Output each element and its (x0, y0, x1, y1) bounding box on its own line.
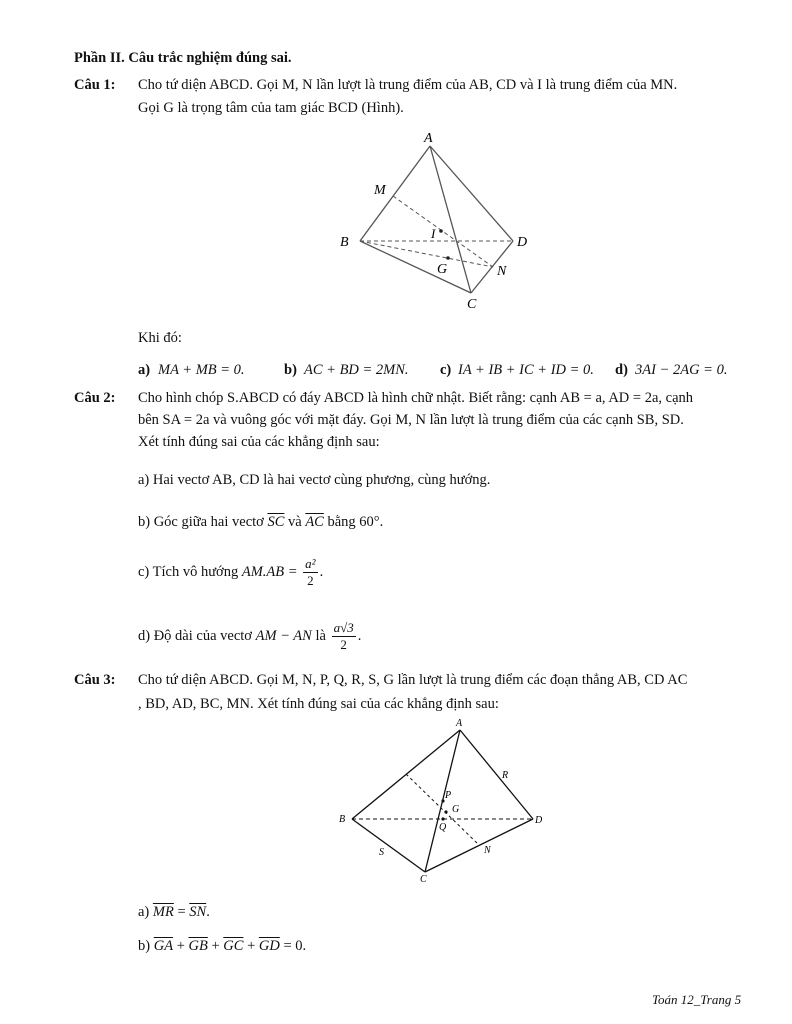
q1-option-a-text: MA + MB = 0. (158, 362, 245, 378)
point-q (441, 817, 444, 820)
q1-option-b-label: b) (284, 362, 297, 378)
q3-b-vector-ga: $\overline{GA}$ (153, 938, 174, 954)
label-d: D (535, 815, 543, 826)
q1-line1: Cho tứ diện ABCD. Gọi M, N lần lượt là trung điểm của AB, CD và I là trung điểm của MN. (138, 77, 678, 93)
label-g: G (452, 804, 460, 815)
q3-a-vector-sn: $\overline{SN}$ (189, 904, 207, 920)
q3-b-vector-gc: $\overline{GC}$ (223, 938, 244, 954)
q2-statement-c: c) Tích vô hướng AM.AB = $\frac{\text{a²}}{2}$ . (138, 556, 324, 588)
q2-d-expression: AM − AN (255, 627, 312, 644)
q3-a-equals: = (177, 904, 186, 920)
q1-khi-do: Khi đó: (138, 330, 182, 346)
q1-option-d-label: d) (615, 362, 628, 378)
q2-d-denominator: 2 (340, 637, 347, 652)
label-r: R (502, 770, 509, 781)
label-d: D (517, 235, 528, 250)
label-n: N (484, 845, 491, 856)
label-s: S (379, 847, 384, 858)
segment-bn (360, 241, 493, 267)
q2-line2: bên SA = 2a và vuông góc với mặt đáy. Gọi M, N lần lượt là trung điểm của các cạnh SB, SD. (138, 412, 684, 428)
edge-bc (352, 819, 425, 872)
label-c: C (467, 297, 477, 312)
label-c: C (420, 874, 427, 885)
edge-ad (430, 146, 513, 241)
label-i: I (431, 226, 436, 241)
q2-c-numerator: a² (305, 556, 316, 571)
q2-d-fraction (332, 620, 356, 653)
q3-b-plus-3: + (247, 938, 256, 954)
q3-tetrahedron-figure (335, 714, 560, 886)
q1-label: Câu 1: (74, 77, 116, 93)
q3-b-vector-gb: $\overline{GB}$ (188, 938, 208, 954)
q2-c-expression: AM.AB = (241, 563, 298, 580)
q1-option-a-label: a) (138, 362, 151, 378)
q3-line2: , BD, AD, BC, MN. Xét tính đúng sai của các khẳng định sau: (138, 696, 499, 712)
q3-statement-a (138, 904, 210, 921)
q2-c-denominator: 2 (307, 573, 314, 588)
q2-b-suffix: bằng 60°. (327, 514, 384, 530)
page-footer: Toán 12_Trang 5 (652, 992, 742, 1007)
point-g (446, 256, 450, 260)
q3-a-end: . (206, 904, 210, 920)
q3-line1: Cho tứ diện ABCD. Gọi M, N, P, Q, R, S, G lần lượt là trung điểm các đoạn thẳng AB, CD AC (138, 672, 688, 688)
q1-option-c-label: c) (440, 362, 452, 378)
q2-d-numerator: a√3 (333, 620, 354, 635)
q3-b-label: b) (138, 938, 151, 954)
q2-statement-a: a) Hai vectơ AB, CD là hai vectơ cùng phương, cùng hướng. (138, 472, 491, 488)
q3-a-vector-mr: $\overline{MR}$ (152, 904, 174, 920)
q1-option-c-text: IA + IB + IC + ID = 0. (458, 362, 594, 378)
q2-statement-d: d) Độ dài của vectơ AM − AN là $\frac{a√3}{2}$ . (138, 620, 362, 652)
label-a: A (424, 131, 433, 146)
q3-statement-b (138, 938, 306, 955)
label-g: G (437, 262, 448, 277)
q2-line3: Xét tính đúng sai của các khẳng định sau: (138, 434, 380, 450)
q2-d-prefix: d) Độ dài của vectơ (138, 627, 252, 644)
edge-bc (360, 241, 471, 293)
q3-b-end: = 0. (283, 938, 307, 954)
segment-mn (406, 774, 479, 845)
section-title: Phần II. Câu trắc nghiệm đúng sai. (74, 50, 292, 66)
label-m: M (374, 183, 386, 198)
q2-b-prefix: b) Góc giữa hai vectơ (138, 514, 264, 530)
q3-b-vector-gd: $\overline{GD}$ (258, 938, 280, 954)
label-b: B (340, 235, 349, 250)
q2-c-prefix: c) Tích vô hướng (138, 563, 239, 580)
q1-line2: Gọi G là trọng tâm của tam giác BCD (Hình). (138, 100, 404, 116)
edge-ab (360, 146, 430, 241)
point-i (439, 229, 443, 233)
q3-label: Câu 3: (74, 672, 116, 688)
label-b: B (339, 814, 346, 825)
point-g (444, 810, 447, 813)
q2-b-vector-sc: $\overline{SC}$ (267, 514, 285, 530)
label-a: A (456, 718, 463, 729)
label-p: P (445, 790, 452, 801)
label-n: N (497, 264, 507, 279)
q2-label: Câu 2: (74, 390, 116, 406)
q3-b-plus-1: + (176, 938, 185, 954)
q1-option-d-text: 3AI − 2AG = 0. (635, 362, 728, 378)
q1-tetrahedron-figure (330, 128, 560, 313)
edge-ad (460, 730, 533, 819)
q2-b-mid: và (288, 514, 302, 530)
label-q: Q (439, 822, 447, 833)
q2-d-mid: là (315, 627, 326, 644)
q2-line1: Cho hình chóp S.ABCD có đáy ABCD là hình chữ nhật. Biết rằng: cạnh AB = a, AD = 2a, cạnh (138, 390, 694, 406)
q3-b-plus-2: + (211, 938, 220, 954)
q1-option-b-text: AC + BD = 2MN. (304, 362, 409, 378)
q2-statement-b (138, 514, 383, 531)
segment-mn (393, 196, 493, 267)
q2-b-vector-ac: $\overline{AC}$ (305, 514, 324, 530)
q3-a-label: a) (138, 904, 150, 920)
q2-c-fraction (303, 556, 317, 589)
